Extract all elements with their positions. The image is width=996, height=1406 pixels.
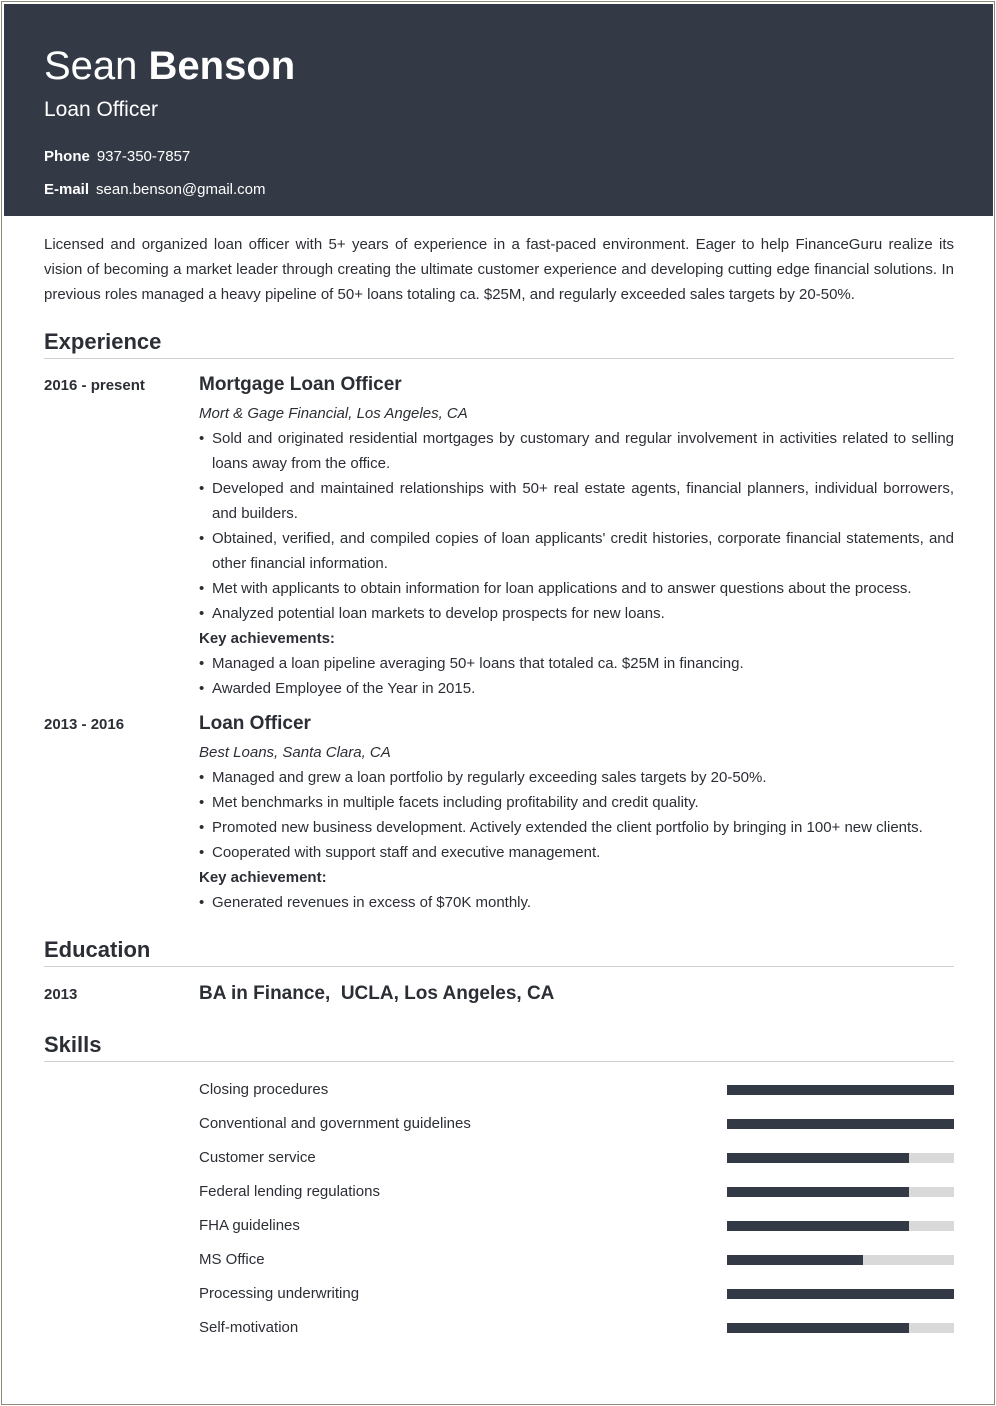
list-item: • Awarded Employee of the Year in 2015. <box>199 676 954 701</box>
email-value: sean.benson@gmail.com <box>96 181 266 198</box>
skills-heading: Skills <box>44 1031 954 1062</box>
skill-name: Self-motivation <box>199 1319 299 1336</box>
skill-level-fill <box>727 1187 909 1197</box>
list-item: • Managed and grew a loan portfolio by regularly exceeding sales targets by 20-50%. <box>199 765 954 790</box>
last-name: Benson <box>148 44 296 88</box>
list-item: • Managed a loan pipeline averaging 50+ loans that totaled ca. $25M in financing. <box>199 651 954 676</box>
list-item: • Cooperated with support staff and executive management. <box>199 840 954 865</box>
skill-level-fill <box>727 1255 863 1265</box>
responsibility-list <box>199 426 954 626</box>
skill-level-fill <box>727 1221 909 1231</box>
education-year: 2013 <box>44 986 78 1003</box>
summary-paragraph: Licensed and organized loan officer with 5+ years of experience in a fast-paced environment. Eager to help FinanceGuru realize its vision of becoming a market leader through creating the ultimate customer experience and developing cutting edge financial solutions. In previous roles managed a heavy pipeline of 50+ loans totaling ca. $25M, and regularly exceeded sales targets by 20-50%. <box>44 236 954 303</box>
skill-level-bar <box>727 1221 954 1231</box>
skill-level-bar <box>727 1153 954 1163</box>
skill-level-fill <box>727 1289 954 1299</box>
phone-line <box>44 147 190 167</box>
skill-level-bar <box>727 1187 954 1197</box>
experience-dates: 2013 - 2016 <box>44 716 125 733</box>
education-body <box>199 981 954 1007</box>
skill-row <box>44 1141 954 1175</box>
experience-company: Best Loans, Santa Clara, CA <box>199 744 391 761</box>
list-item: • Sold and originated residential mortgages by customary and regular involvement in activities related to selling loans away from the office. <box>199 426 954 476</box>
skill-row <box>44 1175 954 1209</box>
skill-level-fill <box>727 1119 954 1129</box>
phone-label: Phone <box>44 148 90 165</box>
education-degree: BA in Finance, UCLA, Los Angeles, CA <box>199 983 555 1004</box>
list-item: • Generated revenues in excess of $70K monthly. <box>199 890 954 915</box>
experience-role: Mortgage Loan Officer <box>199 374 402 395</box>
resume-page <box>1 1 995 1405</box>
list-item: • Met with applicants to obtain information for loan applications and to answer questions about the process. <box>199 576 954 601</box>
achievements-label: Key achievements: <box>199 630 335 647</box>
skill-level-bar <box>727 1323 954 1333</box>
skills-list <box>44 1073 954 1345</box>
experience-company: Mort & Gage Financial, Los Angeles, CA <box>199 405 468 422</box>
list-item: • Developed and maintained relationships with 50+ real estate agents, financial planners, individual borrowers, and builders. <box>199 476 954 526</box>
education-entry <box>44 981 954 1007</box>
experience-entry <box>44 372 954 701</box>
skill-name: Closing procedures <box>199 1081 329 1098</box>
skill-row <box>44 1311 954 1345</box>
responsibility-list <box>199 765 954 865</box>
candidate-name <box>44 42 295 90</box>
skill-row <box>44 1243 954 1277</box>
education-heading: Education <box>44 936 954 967</box>
job-title: Loan Officer <box>44 98 159 121</box>
achievement-list <box>199 890 954 915</box>
experience-dates: 2016 - present <box>44 377 145 394</box>
resume-header <box>4 4 993 216</box>
experience-role: Loan Officer <box>199 713 311 734</box>
achievements-label: Key achievement: <box>199 869 327 886</box>
email-line <box>44 180 266 200</box>
skill-level-fill <box>727 1323 909 1333</box>
achievement-list <box>199 651 954 701</box>
skill-name: MS Office <box>199 1251 265 1268</box>
skill-level-bar <box>727 1255 954 1265</box>
list-item: • Met benchmarks in multiple facets including profitability and credit quality. <box>199 790 954 815</box>
skill-name: Processing underwriting <box>199 1285 360 1302</box>
skill-row <box>44 1277 954 1311</box>
skill-level-bar <box>727 1085 954 1095</box>
experience-body <box>199 711 954 915</box>
experience-heading: Experience <box>44 328 954 359</box>
skill-name: Customer service <box>199 1149 316 1166</box>
phone-value: 937-350-7857 <box>96 148 191 165</box>
experience-entry <box>44 711 954 915</box>
skill-level-fill <box>727 1153 909 1163</box>
list-item: • Analyzed potential loan markets to develop prospects for new loans. <box>199 601 954 626</box>
resume-content <box>44 232 954 1345</box>
skill-level-bar <box>727 1289 954 1299</box>
skill-row <box>44 1107 954 1141</box>
skill-name: Conventional and government guidelines <box>199 1115 471 1132</box>
skill-name: Federal lending regulations <box>199 1183 380 1200</box>
list-item: • Promoted new business development. Actively extended the client portfolio by bringing in 100+ new clients. <box>199 815 954 840</box>
skill-level-fill <box>727 1085 954 1095</box>
first-name: Sean <box>44 44 138 88</box>
skill-level-bar <box>727 1119 954 1129</box>
list-item: • Obtained, verified, and compiled copies of loan applicants' credit histories, corporate financial statements, and other financial information. <box>199 526 954 576</box>
skill-row <box>44 1073 954 1107</box>
email-label: E-mail <box>44 181 90 198</box>
skill-row <box>44 1209 954 1243</box>
experience-body <box>199 372 954 701</box>
skill-name: FHA guidelines <box>199 1217 300 1234</box>
